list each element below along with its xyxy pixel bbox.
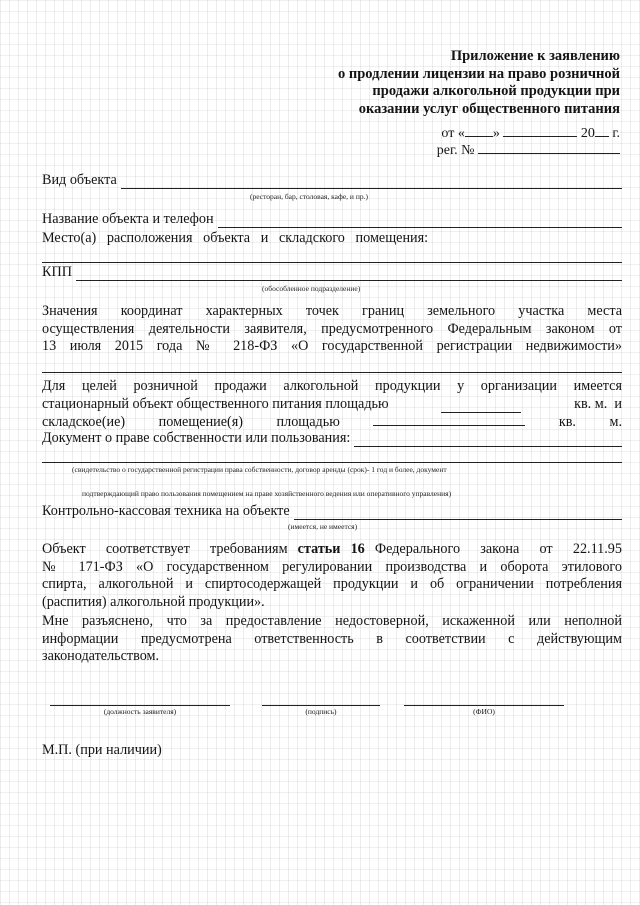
compliance-line-2: № 171-ФЗ «О государственном регулировании производства и оборота этилового <box>42 558 622 575</box>
applicant-name-field[interactable] <box>404 705 564 716</box>
compliance-line-3: спирта, алкогольной и спиртосодержащей продукции и об ограничении потребления <box>42 576 622 593</box>
registration-line <box>437 141 620 159</box>
date-year-prefix: 20 <box>580 126 595 141</box>
date-mid: » <box>492 126 500 141</box>
kpp-label: КПП <box>42 264 72 280</box>
compliance-paragraph <box>42 541 622 611</box>
cash-register-row <box>42 503 622 520</box>
date-prefix: от « <box>441 126 465 141</box>
object-type-caption: (ресторан, бар, столовая, кафе, и пр.) <box>250 192 368 201</box>
premises-line-1: Для целей розничной продажи алкогольной продукции у организации имеется <box>42 378 622 394</box>
header-line-2: о продлении лицензии на право розничной <box>337 65 620 82</box>
object-name-label: Название объекта и телефон <box>42 211 214 227</box>
kpp-field[interactable] <box>76 266 622 281</box>
premises-area-label: стационарный объект общественного питания площадью <box>42 395 389 412</box>
date-day-field[interactable] <box>465 124 493 137</box>
kpp-row <box>42 264 622 281</box>
object-name-field[interactable] <box>218 213 622 228</box>
cash-register-label: Контрольно-кассовая техника на объекте <box>42 503 290 519</box>
position-caption: (должность заявителя) <box>103 707 177 716</box>
date-year-field[interactable] <box>595 124 609 137</box>
premises-paragraph <box>42 378 622 432</box>
applicant-position-field[interactable] <box>50 705 230 716</box>
stamp-label: М.П. (при наличии) <box>42 742 162 758</box>
applicant-signature-field[interactable] <box>262 705 380 716</box>
location-row <box>42 230 622 247</box>
signature-caption: (подпись) <box>305 707 337 716</box>
ownership-field-2[interactable] <box>42 462 622 463</box>
object-type-label: Вид объекта <box>42 172 117 188</box>
date-suffix: г. <box>612 126 620 141</box>
compliance-line-4: (распития) алкогольной продукции». <box>42 593 265 610</box>
appendix-header <box>280 48 620 118</box>
storage-area-label: складское(ие) помещение(я) площадью <box>42 414 340 431</box>
kpp-caption: (обособленное подразделение) <box>262 284 361 293</box>
header-line-4: оказании услуг общественного питания <box>358 100 620 117</box>
header-line-1: Приложение к заявлению <box>450 48 620 64</box>
reg-number-field[interactable] <box>478 141 620 154</box>
responsibility-paragraph <box>42 613 622 666</box>
coordinates-line-2: осуществления деятельности заявителя, предусмотренного Федеральным законом от <box>42 320 622 337</box>
responsibility-line-2: информации предусмотрена ответственность в соответствии с действующим <box>42 630 622 647</box>
premises-area-unit: кв. м. и <box>574 395 622 412</box>
name-caption: (ФИО) <box>473 707 495 716</box>
ownership-row <box>42 430 622 447</box>
premises-line-2 <box>42 396 622 414</box>
compliance-text-before: Объект соответствует требованиям <box>42 541 298 557</box>
coordinates-paragraph <box>42 303 622 356</box>
responsibility-line-1: Мне разъяснено, что за предоставление недостоверной, искаженной или неполной <box>42 613 622 629</box>
premises-line-3 <box>42 413 622 432</box>
coordinates-line-3: 13 июля 2015 года № 218-ФЗ «О государственной регистрации недвижимости» <box>42 338 622 355</box>
object-type-row <box>42 172 622 189</box>
date-month-field[interactable] <box>503 124 577 137</box>
ownership-label: Документ о праве собственности или пользования: <box>42 430 351 446</box>
header-line-3: продажи алкогольной продукции при <box>372 83 620 99</box>
coordinates-line-1: Значения координат характерных точек границ земельного участка места <box>42 303 622 319</box>
cash-register-caption: (имеется, не имеется) <box>288 522 358 531</box>
location-field[interactable] <box>42 262 622 263</box>
ownership-field[interactable] <box>354 432 622 447</box>
ownership-caption-2: подтверждающий право пользования помещением на праве хозяйственного ведения или оперативного управления) <box>82 489 452 498</box>
location-label: Место(а) расположения объекта и складского помещения: <box>42 230 429 246</box>
cash-register-field[interactable] <box>294 505 622 520</box>
compliance-line-1 <box>42 541 622 559</box>
ownership-caption-1: (свидетельство о государственной регистрации права собственности, договор аренды (срок)- 1 год и более, документ <box>72 465 447 474</box>
object-type-field[interactable] <box>121 174 622 189</box>
law-article-reference: статьи 16 <box>297 541 365 557</box>
coordinates-field[interactable] <box>42 372 622 373</box>
storage-area-field[interactable] <box>373 413 525 426</box>
premises-area-field[interactable] <box>441 400 521 413</box>
compliance-text-after: Федерального закона от 22.11.95 <box>364 541 622 557</box>
object-name-row <box>42 211 622 228</box>
date-line <box>441 124 620 142</box>
responsibility-line-3: законодательством. <box>42 648 160 665</box>
reg-label: рег. № <box>436 143 475 158</box>
storage-area-unit: кв. м. <box>558 414 623 431</box>
